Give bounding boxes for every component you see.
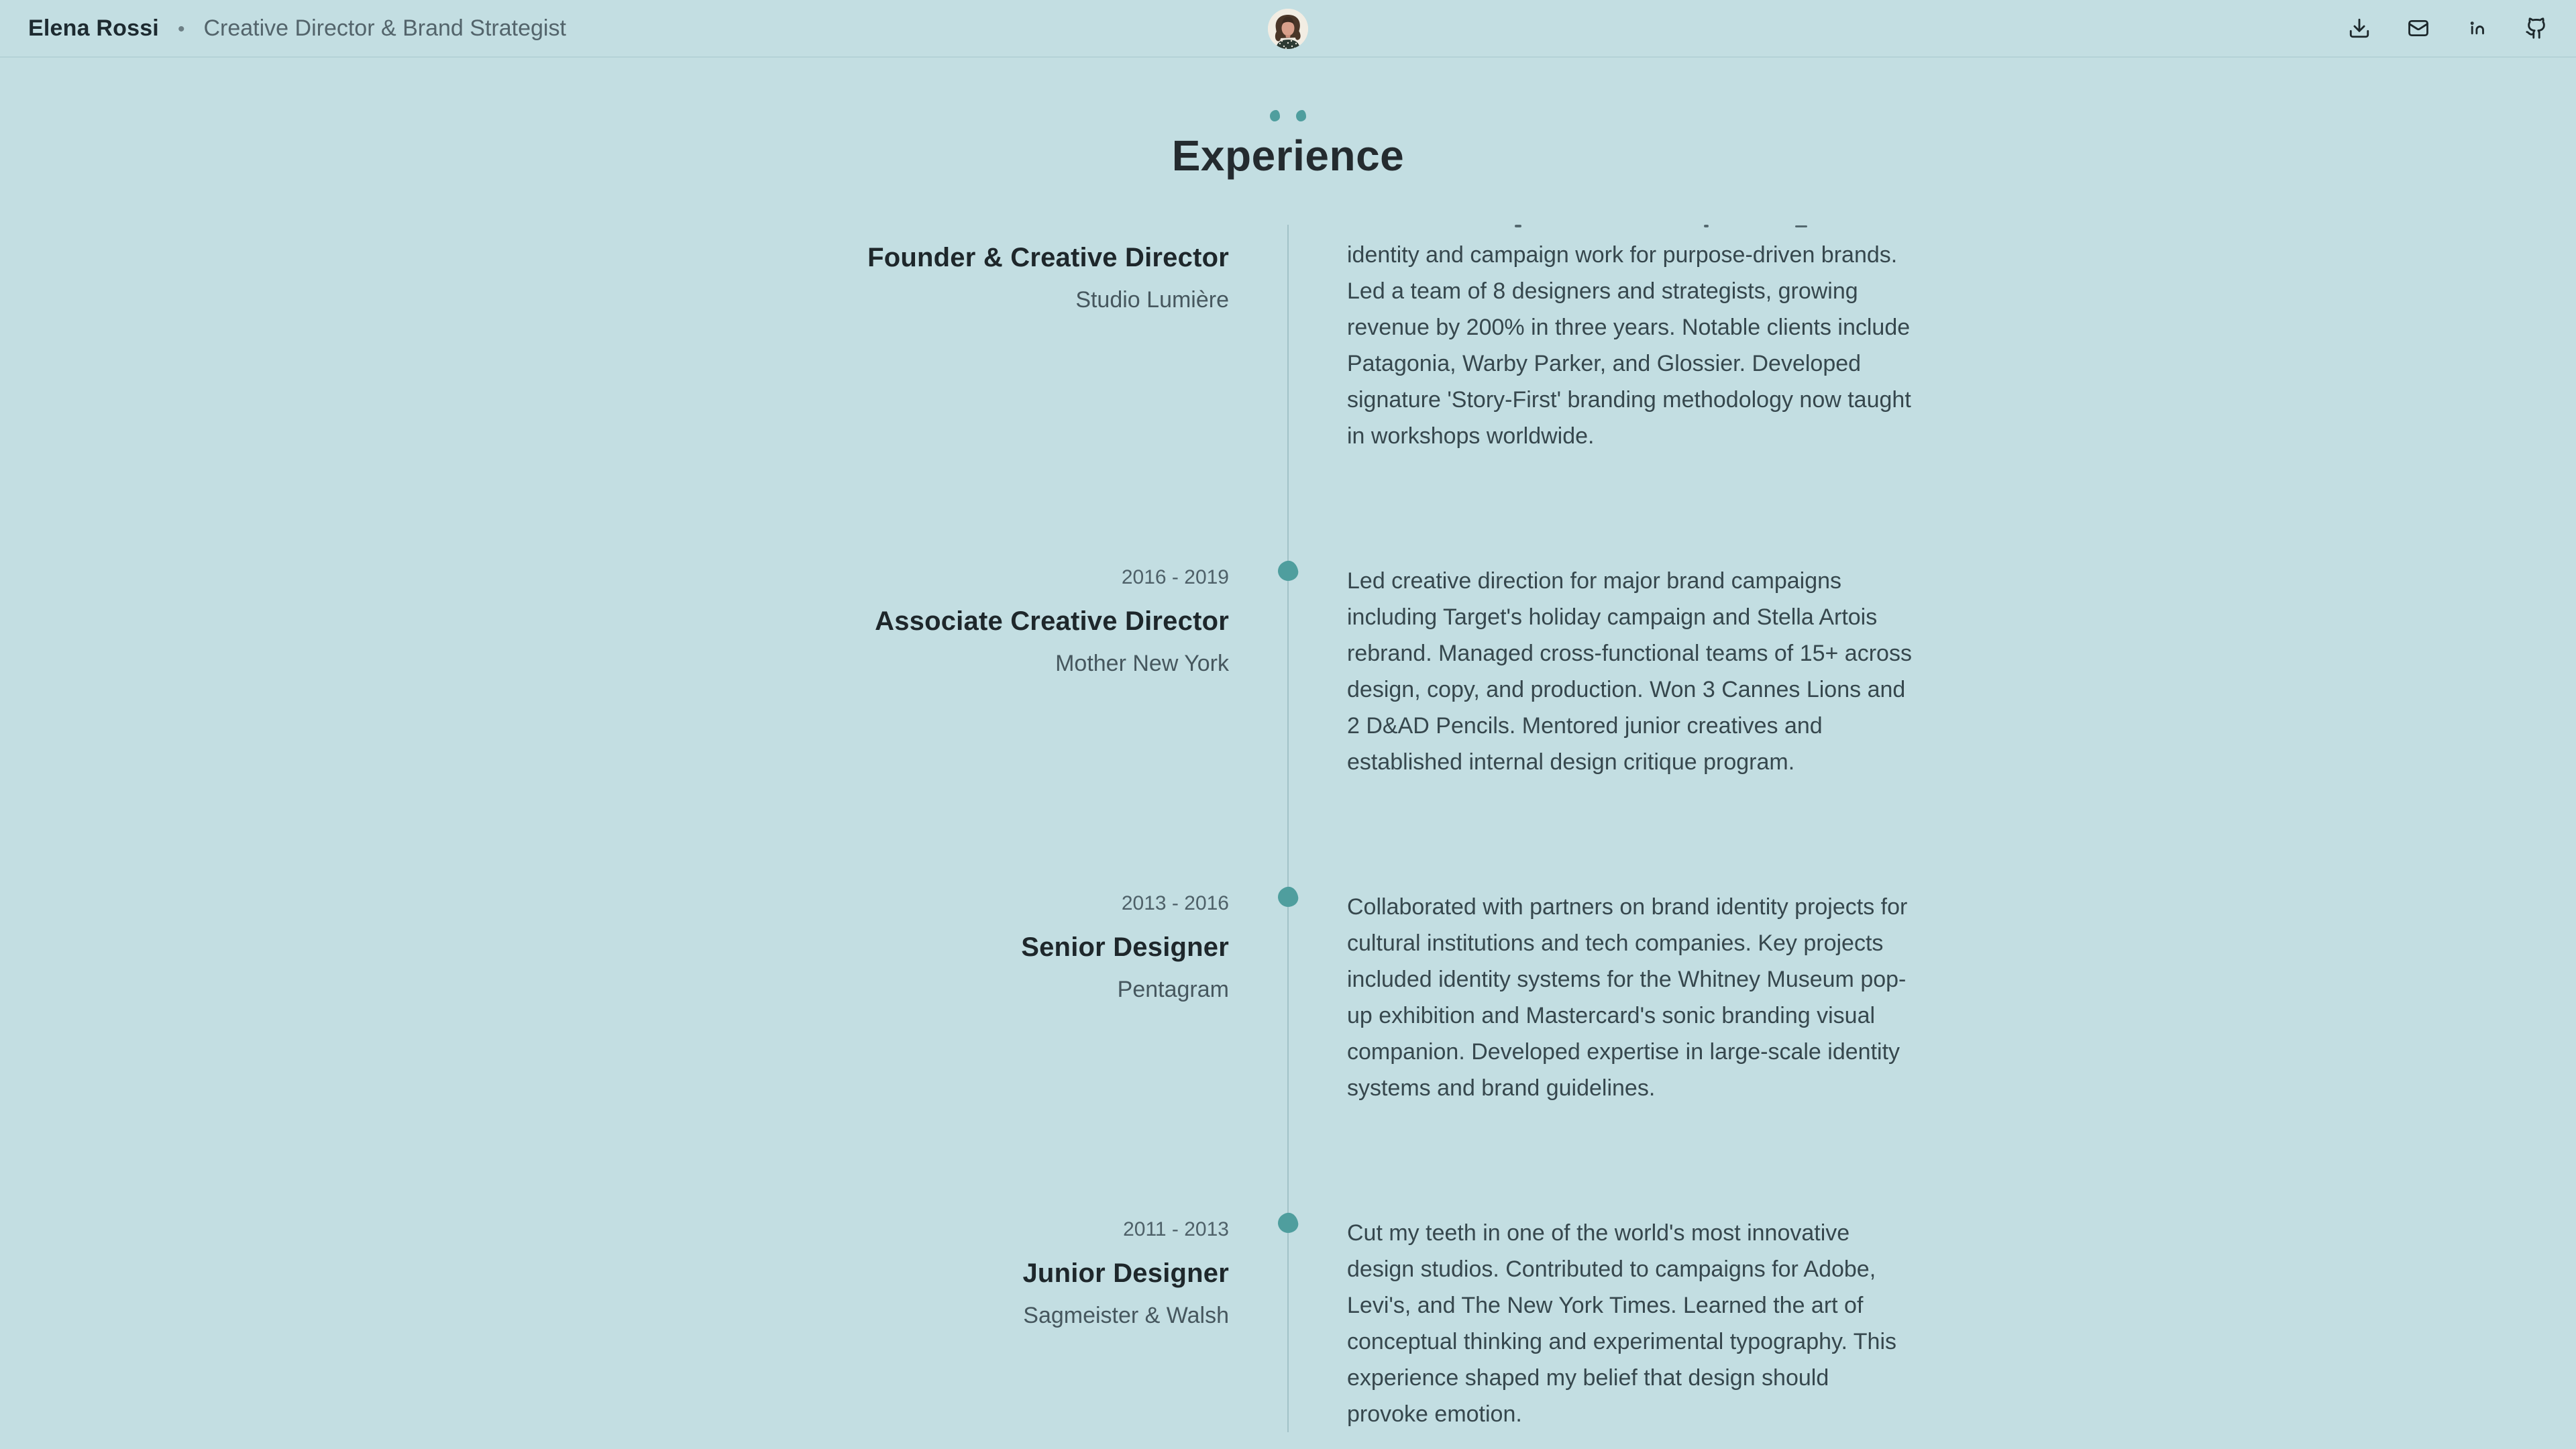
entry-title: Senior Designer [1021,932,1229,962]
github-icon[interactable] [2525,17,2548,40]
timeline-dot [1277,559,1299,582]
brand-name[interactable]: Elena Rossi [28,15,159,41]
entry-description: Cut my teeth in one of the world's most innovative design studios. Contributed to campaigns for Adobe, Levi's, and The New York Times. Learned the art of conceptual thinking and experimental typography. This experience shaped my belief that design should provoke emotion. [1347,1220,1897,1427]
entry-dates: 2013 - 2016 [1121,892,1229,914]
experience-entry [612,1218,1964,1432]
experience-entry [612,892,1964,1106]
entry-body [1347,566,1964,780]
mail-icon[interactable] [2407,17,2430,40]
experience-entry [612,566,1964,780]
top-nav [0,0,2576,58]
entry-dates: 2016 - 2019 [1121,566,1229,588]
entry-header [612,1218,1229,1432]
entry-title: Founder & Creative Director [867,243,1229,272]
deco-dot [1270,110,1280,121]
entry-body [1347,1218,1964,1432]
linkedin-icon[interactable] [2466,17,2489,40]
avatar-illustration [1268,9,1308,49]
entry-header [612,892,1229,1106]
entry-description: Led creative direction for major brand campaigns including Target's holiday campaign and Stella Artois rebrand. Managed cross-functional teams of 15+ across design, copy, and production. Won 3 Cannes Lions and 2 D&AD Pencils. Mentored junior creatives and established internal design critique program. [1347,568,1912,775]
deco-dot [1296,110,1306,121]
brand-separator: • [177,17,185,40]
entry-title: Junior Designer [1022,1258,1229,1288]
entry-company: Mother New York [1055,651,1229,676]
experience-entry [612,221,1964,454]
brand [28,15,566,42]
entry-title: Associate Creative Director [875,606,1229,636]
section-deco-dots [0,110,2576,121]
entry-dates: 2011 - 2013 [1123,1218,1229,1240]
brand-subtitle: Creative Director & Brand Strategist [203,15,566,41]
avatar[interactable] [1268,9,1308,49]
header-icon-nav [2348,17,2548,40]
timeline-dot [1277,1212,1299,1234]
entry-company: Pentagram [1117,977,1229,1002]
entry-description: Collaborated with partners on brand identity projects for cultural institutions and tech companies. Key projects included identity systems for the Whitney Museum pop-up exhibition and Mastercard's sonic branding visual companion. Developed expertise in large-scale identity systems and brand guidelines. [1347,894,1908,1101]
page-title: Experience [1171,131,1405,180]
clipped-text-remnant [1347,221,1964,230]
entry-description: identity and campaign work for purpose-driven brands. Led a team of 8 designers and strategists, growing revenue by 200% in three years. Notable clients include Patagonia, Warby Parker, and Glossier. Developed signature 'Story-First' branding methodology now taught in workshops worldwide. [1347,242,1911,449]
entry-body [1347,892,1964,1106]
entry-company: Studio Lumière [1075,287,1229,313]
experience-timeline [612,221,1964,1432]
entry-header [612,566,1229,780]
download-icon[interactable] [2348,17,2371,40]
entry-body [1347,221,1964,454]
entry-header [612,221,1229,454]
timeline-dot [1277,885,1299,908]
entry-company: Sagmeister & Walsh [1023,1303,1229,1328]
